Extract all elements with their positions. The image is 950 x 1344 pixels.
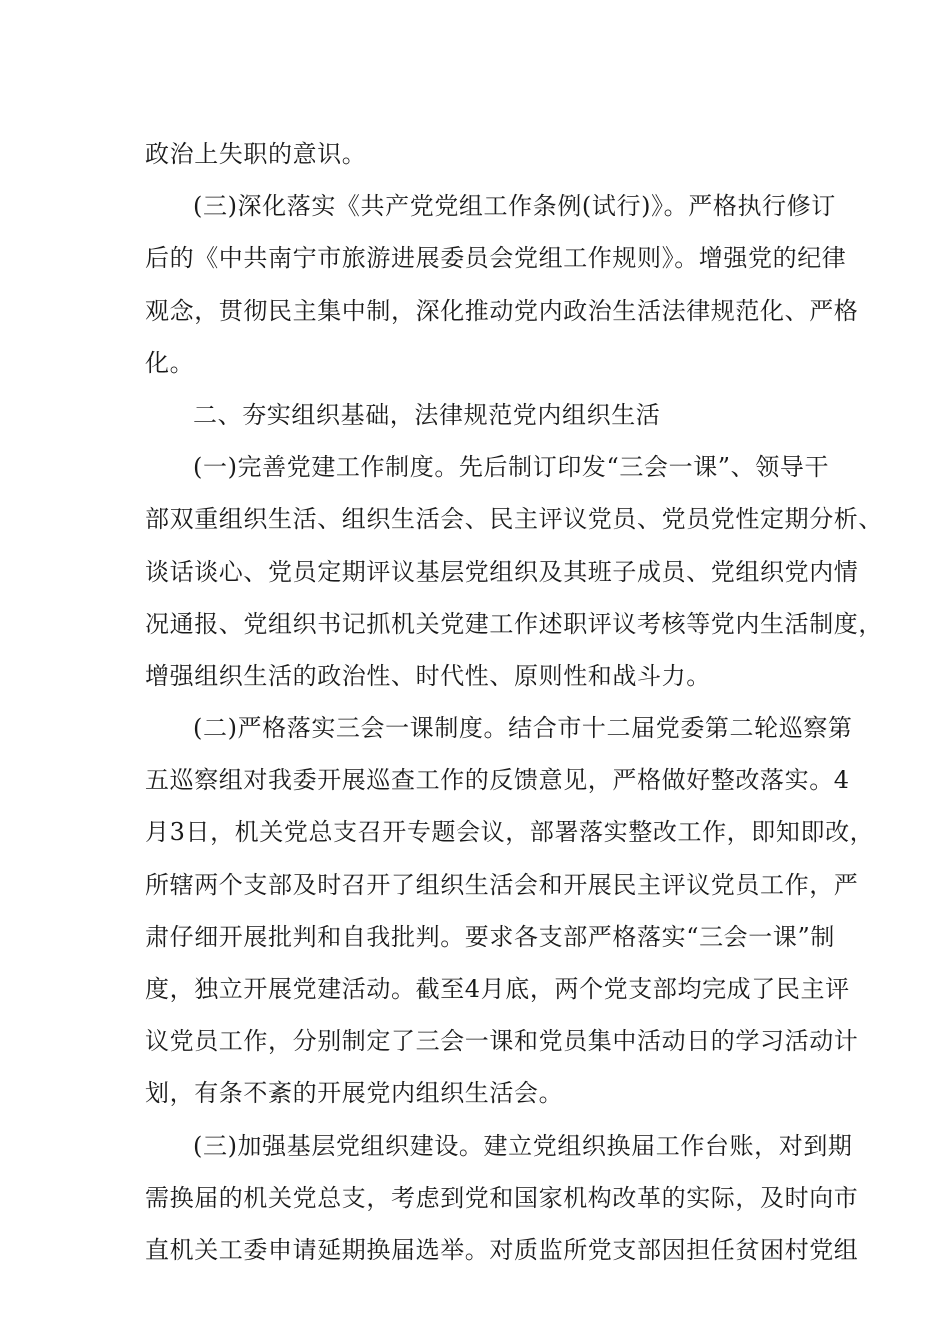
- text-line: 增强组织生活的政治性、时代性、原则性和战斗力。: [145, 661, 711, 690]
- text-line: 化。: [145, 348, 195, 377]
- text-line: 五巡察组对我委开展巡查工作的反馈意见，严格做好整改落实。4: [145, 766, 850, 795]
- text-line: 需换届的机关党总支，考虑到党和国家机构改革的实际，及时向市: [145, 1183, 859, 1212]
- text-line: (一)完善党建工作制度。先后制订印发“三会一课”、领导干: [193, 453, 830, 482]
- text-line: 谈话谈心、党员定期评议基层党组织及其班子成员、党组织党内情: [145, 557, 859, 586]
- text-line: 议党员工作，分别制定了三会一课和党员集中活动日的学习活动计: [145, 1027, 859, 1056]
- text-line: 观念，贯彻民主集中制，深化推动党内政治生活法律规范化、严格: [145, 296, 859, 325]
- text-line: 划，有条不紊的开展党内组织生活会。: [145, 1079, 564, 1108]
- text-line: 部双重组织生活、组织生活会、民主评议党员、党员党性定期分析、: [145, 505, 883, 534]
- text-line: 月3日，机关党总支召开专题会议，部署落实整改工作，即知即改，: [145, 818, 875, 847]
- text-line: 度，独立开展党建活动。截至4月底，两个党支部均完成了民主评: [145, 975, 850, 1003]
- text-line: 所辖两个支部及时召开了组织生活会和开展民主评议党员工作，严: [145, 870, 859, 899]
- text-line: 肃仔细开展批判和自我批判。要求各支部严格落实“三会一课”制: [145, 922, 835, 951]
- text-line: (三)深化落实《共产党党组工作条例(试行)》。严格执行修订: [193, 192, 836, 221]
- text-line: 况通报、党组织书记抓机关党建工作述职评议考核等党内生活制度，: [145, 609, 883, 638]
- section-heading: 二、夯实组织基础，法律规范党内组织生活: [193, 400, 661, 429]
- text-line: 政治上失职的意识。: [145, 140, 367, 168]
- text-line: 后的《中共南宁市旅游进展委员会党组工作规则》。增强党的纪律: [145, 244, 847, 273]
- text-line: (三)加强基层党组织建设。建立党组织换届工作台账，对到期: [193, 1131, 853, 1160]
- body-text: [145, 128, 883, 1276]
- text-line: 直机关工委申请延期换届选举。对质监所党支部因担任贫困村党组: [145, 1235, 859, 1264]
- text-line: (二)严格落实三会一课制度。结合市十二届党委第二轮巡察第: [193, 714, 853, 743]
